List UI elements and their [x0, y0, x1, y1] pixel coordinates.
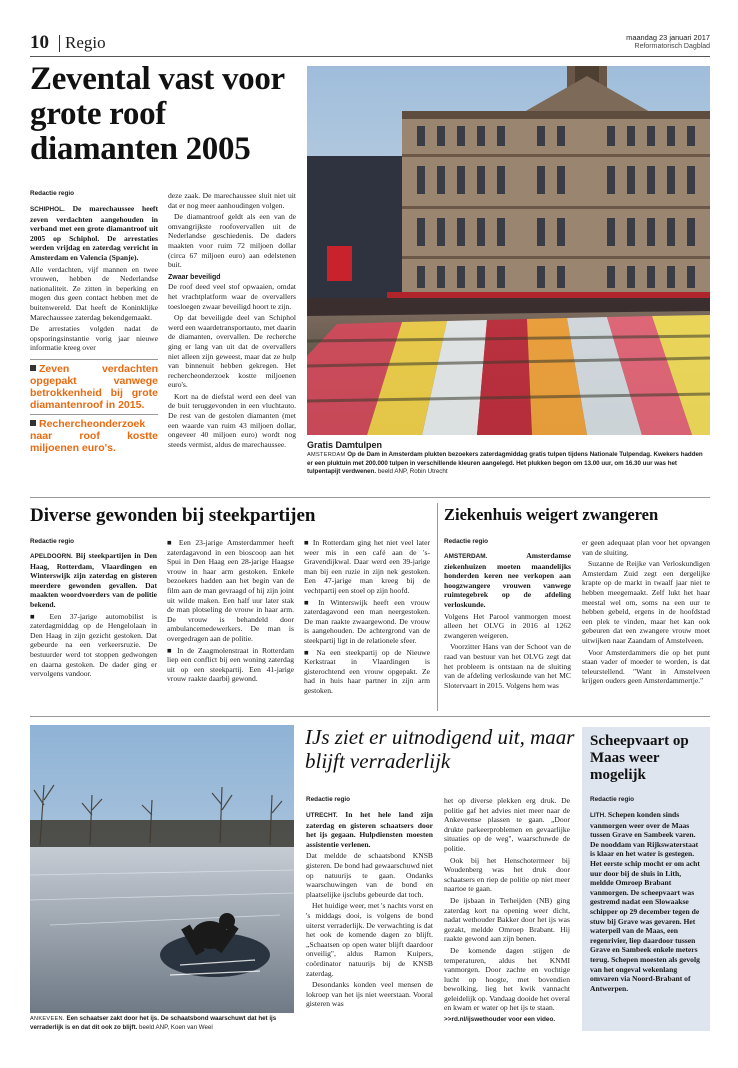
sidebar-box — [582, 727, 710, 1031]
article1-col2-p4: Op dat beveiligde deel van Schiphol werd een waardetransportauto, met daarin de diamanten, overvallen. De recherche ging er lang van uit dat de overvallers niet alleen zijn geweest, maar dat ze hulp van binnenuit hebben gekregen. Het rechercheonderzoek kostte miljoenen euro's. — [168, 313, 296, 390]
article4-c2-p2: Ook bij het Henschotermeer bij Woudenberg was het druk door schaatsers en riep de politie op niet meer naartoe te gaan. — [444, 855, 570, 894]
article4-lead: In het hele land zijn zaterdag en gisteren schaatsers door het ijs gegaan. Hulpdiensten moesten assistentie verlenen. — [306, 810, 433, 849]
article1-col2 — [168, 191, 296, 451]
article1-lead: De marechaussee heeft zeven verdachten aangehouden in verband met een grote diamantroof uit 2005 op Schiphol. De arrestaties werden vrijdag en zaterdag verricht in Amsterdam en Valencia (Spanje). — [30, 204, 158, 262]
article2-col3 — [304, 538, 430, 698]
article4-c2-p4: De komende dagen stijgen de temperaturen, aldus het KNMI vanmorgen. Door zachte en vochtige lucht op hoogte, met bovendien bewolking, lieg het kwik vannacht geleidelijk op. Vandaag dooide het overal en kwam er water op het ijs te staan. — [444, 945, 570, 1013]
photo2-caption-place: ANKEVEEN. — [30, 1016, 65, 1022]
divider-lower — [30, 716, 710, 717]
photo1-caption-place: AMSTERDAM — [307, 452, 346, 458]
article1-byline: Redactie regio — [30, 190, 75, 197]
article1-pullquote-1: Zeven verdachten opgepakt vanwege betrokkenheid bij grote diamantenroof in 2015. — [30, 359, 158, 411]
photo1-credit: beeld ANP, Robin Utrecht — [377, 468, 448, 476]
photo2-caption-text: Een schaatser zakt door het ijs. De schaatsbond waarschuwt dat het ijs verraderlijk is en dat dit ook zo blijft. — [30, 1015, 277, 1031]
article2-headline: Diverse gewonden bij steekpartijen — [30, 505, 316, 526]
article2-lead: Bij steekpartijen in Den Haag, Rotterdam, Vlaardingen en Winterswijk zijn zaterdag en gisteren meerdere gewonden gevallen. Dat maakten woordvoerders van de politie bekend. — [30, 551, 157, 609]
header-divider — [59, 35, 60, 52]
article3-byline: Redactie regio — [444, 538, 489, 545]
photo2-caption — [30, 1015, 296, 1032]
article4-c2-p1: het op diverse plekken erg druk. De politie gaf het advies niet meer naar de Ankeveense plassen te gaan. „Door drukte parkeerproblemen en gevaarlijke situaties op de weg", waarschuwde de politie. — [444, 796, 570, 853]
article3-col1 — [444, 551, 571, 692]
photo1-caption-text: Op de Dam in Amsterdam plukten bezoekers zaterdagmiddag gratis tulpen tijdens Nationale Tulpendag. Kwekers hadden er een pluktuin met 200.000 tulpen in verschillende kleuren aangelegd. Het plukken begon om 13.00 uur, om 16.30 uur was het tulpentapijt verdwenen. — [307, 451, 703, 476]
article1-col2-p2: De diamantroof geldt als een van de omvangrijkste roofovervallen uit de Nederlandse geschiedenis. De daders maakten voor ruim 72 miljoen dollar (circa 67 miljoen euro) aan edelstenen buit. — [168, 212, 296, 270]
article3-c2-p2: Suzanne de Reijke van Verloskundigen Amsterdam Zuid zegt een dergelijke krapte op de markt in twaalf jaar niet te hebben meegemaakt. Zelf lukt het haar meestal wel om, soms na een uur te hebben gebeld, ergens in de hoofdstad een plek te vinden, maar het kan ook gebeuren dat een zwangere vrouw moet uitwijken naar Zaandam of Amstelveen. — [582, 559, 710, 645]
article5-body-wrap — [590, 810, 704, 993]
header-rule — [30, 56, 710, 57]
page-number: 10 — [30, 32, 49, 53]
bullet-square-icon — [30, 365, 36, 371]
article4-c1-p3: Desondanks konden veel mensen de lokroep van het ijs niet weerstaan. Vooral gisteren was — [306, 980, 433, 1009]
article4-byline: Redactie regio — [306, 796, 351, 803]
article1-pullquote-2: Rechercheonderzoek naar roof kostte miljoenen euro's. — [30, 414, 158, 454]
bullet-square-icon — [30, 420, 36, 426]
article3-headline: Ziekenhuis weigert zwangeren — [444, 505, 659, 524]
article1-col2-p5: Kort na de diefstal werd een deel van de buit teruggevonden in een vluchtauto. De rest van de gestolen diamanten (met een waarde van ruim 43 miljoen dollar, ongeveer 40 miljoen euro) wordt nog steeds vermist, aldus de marechaussee. — [168, 391, 296, 449]
article4-c2-p3: De ijsbaan in Terheijden (NB) ging zaterdag kort na opening weer dicht, nadat wethouder Bakker door het ijs was gezakt, meldde Omroep Brabant. Hij raakte gewond aan zijn benen. — [444, 895, 570, 944]
article2-c2-p1: ■ Een 23-jarige Amsterdammer heeft zaterdagavond in een bioscoop aan het Spui in Den Haag een 28-jarige Haagse vrouw in haar arm gestoken. Enkele bezoekers hadden aan het begin van de film aan de man gevraagd of hij zijn joint uit wilde maken. Een half uur later stak de man plotseling de vrouw in haar arm. De vrouw is behandeld door ambulancemedewerkers. De man is overgedragen aan de politie. — [167, 538, 294, 643]
skater-ice-illustration — [30, 725, 294, 1013]
article2-c3-p1: ■ In Rotterdam ging het niet veel later weer mis in een café aan de 's-Gravendijkwal. Daar werd een 39-jarige man bij een ruzie in zijn nek gestoken. Een 47-jarige man kreeg bij de vechtpartij een stoel op zijn hoofd. — [304, 538, 430, 595]
header-date: maandag 23 januari 2017 — [626, 33, 710, 42]
photo1-caption — [307, 440, 710, 477]
divider-mid — [30, 497, 710, 498]
article1-dateline: SCHIPHOL. — [30, 206, 65, 213]
article4-c1-p2: Het huidige weer, met 's nachts vorst en 's middags dooi, is volgens de bond uiterst verraderlijk. De verwachting is dat het ook de komende dagen zo blijft. „Schaatsen op open water blijft daardoor onveilig", aldus Ramon Kuipers, coördinator natuurijs bij de KNSB zaterdag. — [306, 901, 433, 978]
photo-ice-skater — [30, 725, 294, 1013]
article4-c1-p1: Dat meldde de schaatsbond KNSB gisteren. De bond had gewaarschuwd niet op natuurijs te gaan. Ondanks waarschuwingen van de bond en plaatselijke ijsclubs gebeurde dat toch. — [306, 851, 433, 899]
photo2-credit: beeld ANP, Koen van Weel — [139, 1023, 213, 1031]
page-header — [30, 32, 710, 54]
article5-headline: Scheepvaart op Maas weer mogelijk — [590, 733, 689, 783]
article4-video-link[interactable]: >>rd.nl/ijswethouder voor een video. — [444, 1016, 556, 1024]
article5-byline: Redactie regio — [590, 796, 635, 803]
article1-p2: De arrestaties volgden nadat de opsporingsinstantie vorig jaar nieuwe informatie kreeg over — [30, 324, 158, 353]
article2-c3-p2: ■ In Winterswijk heeft een vrouw zaterdagavond een man neergestoken. De man raakte zwaargewond. De vrouw is aangehouden. De achtergrond van de steekpartij ligt in de relationele sfeer. — [304, 597, 430, 645]
article3-col2 — [582, 538, 710, 688]
section-name: Regio — [65, 33, 106, 52]
article4-dateline: UTRECHT. — [306, 812, 338, 819]
photo1-caption-title: Gratis Damtulpen — [307, 440, 383, 450]
article4-col1 — [306, 810, 433, 1011]
article1-col2-p1: deze zaak. De marechaussee sluit niet uit dat er nog meer aanhoudingen volgen. — [168, 191, 296, 210]
article2-col2 — [167, 538, 294, 686]
article2-col1 — [30, 551, 157, 681]
article3-dateline: AMSTERDAM. — [444, 553, 488, 560]
article1-col2-p3: De roof deed veel stof opwaaien, omdat het vrachtplatform waar de overvallers toesloegen zwaar beveiligd hoort te zijn. — [168, 282, 296, 311]
article1-subhead: Zwaar beveiligd — [168, 273, 221, 281]
article3-c1-p2: Voorzitter Hans van der Schoot van de raad van bestuur van het OLVG zegt dat het probleem is ontstaan na de sluiting van de afdeling verloskunde van het MC Slotervaart in 2015. Volgens hem was — [444, 642, 571, 690]
article3-c2-p3: Voor Amsterdammers die op het punt staan vader of moeder te worden, is dat teleurstellend. "Want in Amstelveen krijgen ouders geen Amsterdammertje." — [582, 647, 710, 686]
palace-tulips-illustration — [307, 66, 710, 435]
article2-c1-p1: ■ Een 37-jarige automobilist is zaterdagmiddag op de Hengelolaan in Den Haag in zijn gezicht gestoken. Dat gebeurde na een verkeersruzie. De bestuurder werd tot stoppen gedwongen en daarna gestoken. De dader ging er vervolgens vandoor. — [30, 611, 157, 679]
article5-dateline: LITH. — [590, 812, 606, 819]
article1-p1: Alle verdachten, vijf mannen en twee vrouwen, hebben de Nederlandse nationaliteit. Ze zitten in beperking en mogen dus geen contact hebben met de buitenwereld. Dat heeft de Koninklijke Marechaussee zaterdag bekendgemaakt. — [30, 264, 158, 322]
article3-c2-p1: er geen adequaat plan voor het opvangen van de sluiting. — [582, 538, 710, 557]
article2-c3-p3: ■ Na een steekpartij op de Nieuwe Kerkstraat in Vlaardingen is gisterochtend een vrouw opgepakt. Ze had in huis haar partner in zijn arm gestoken. — [304, 647, 430, 695]
article1-headline: Zevental vast voor grote roof diamanten 2005 — [30, 61, 285, 167]
article1-col1 — [30, 204, 158, 454]
newspaper-name: Reformatorisch Dagblad — [634, 43, 710, 50]
article2-dateline: APELDOORN. — [30, 553, 73, 560]
article3-lead: Amsterdamse ziekenhuizen moeten maandelijks honderden keren nee verkopen aan hoogzwangere vrouwen vanwege ruimtegebrek op de afdeling verloskunde. — [444, 551, 571, 609]
article3-c1-p1: Volgens Het Parool vanmorgen moest alleen het OLVG in 2016 al 1262 zwangeren weigeren. — [444, 611, 571, 640]
article2-c2-p2: ■ In de Zaagmolenstraat in Rotterdam liep een conflict bij een woning zaterdag uit op een steekpartij. Een 41-jarige vrouw raakte daarbij gewond. — [167, 645, 294, 684]
article4-col2 — [444, 796, 570, 1025]
divider-vertical — [437, 503, 438, 711]
article2-byline: Redactie regio — [30, 538, 75, 545]
article5-body: Schepen konden sinds vanmorgen weer over de Maas tussen Grave en Sambeek varen. De nooddam van Rijkswaterstaat is klaar en het water is gestegen. Het eerste schip mocht er om acht uur door bij de sluis in Lith, meldde Omroep Brabant vanmorgen. De scheepvaart was gestremd nadat een Slowaakse schipper op 29 december tegen de stuw bij Grave was gevaren. Het waterpeil van de Maas, een regenrivier, liep daardoor tussen Grave en Sambeek enkele meters terug. Schepen moesten als gevolg van het ongeval wekenlang omvaren via Noord-Brabant of Antwerpen. — [590, 810, 700, 993]
article4-headline: IJs ziet er uitnodigend uit, maar blijft verraderlijk — [305, 725, 575, 773]
photo-dam-tulips — [307, 66, 710, 435]
